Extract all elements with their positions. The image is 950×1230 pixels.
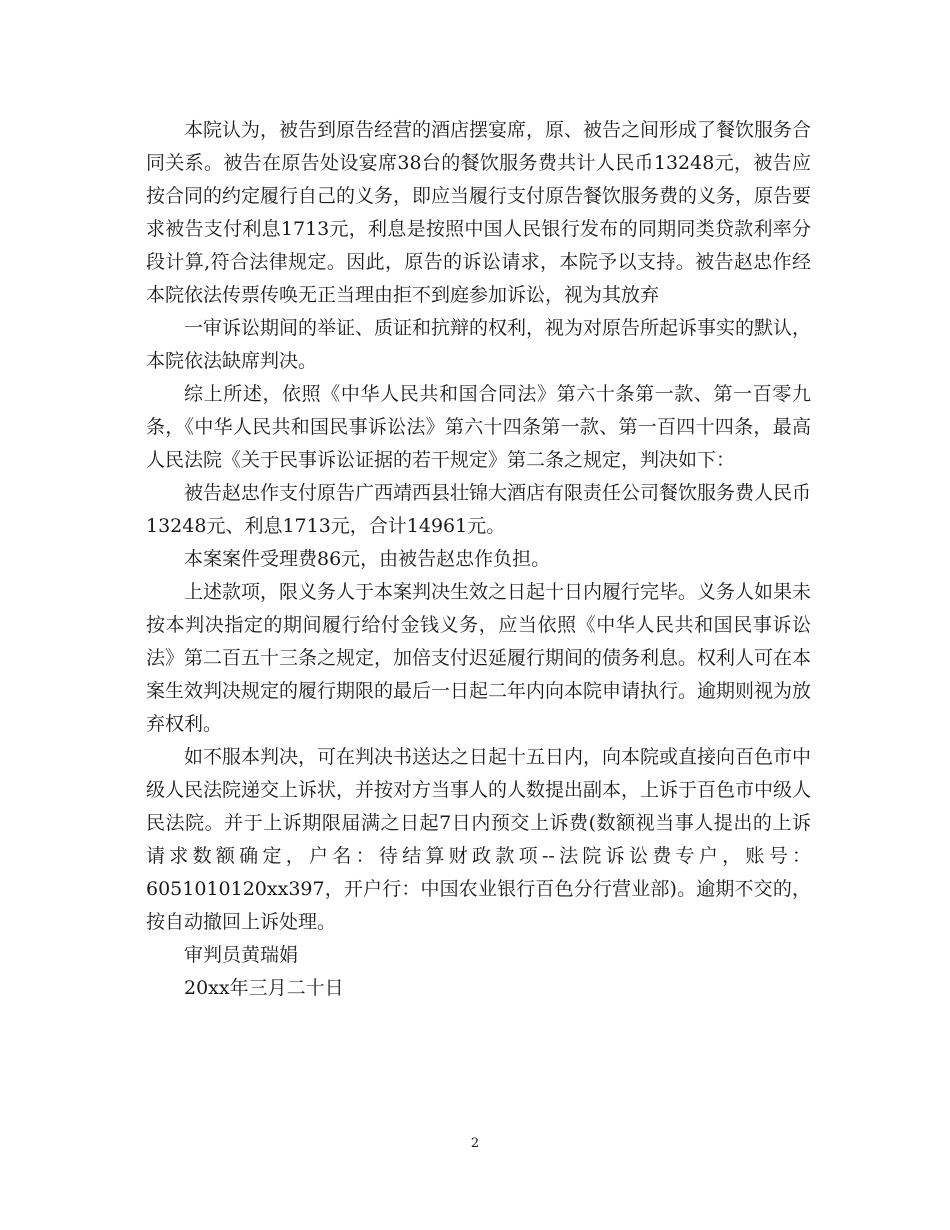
paragraph-judge-signature: 审判员黄瑞娟	[184, 944, 299, 966]
paragraph-court-opinion: 本院认为，被告到原告经营的酒店摆宴席，原、被告之间形成了餐饮服务合同关系。被告在原告处设宴席38台的餐饮服务费共计人民币13248元，被告应按合同的约定履行自己的义务，即应当履行支付原告餐饮服务费的义务，原告要求被告支付利息1713元，利息是按照中国人民银行发布的同期同类贷款利率分段计算,符合法律规定。因此，原告的诉讼请求，本院予以支持。被告赵忠作经本院依法传票传唤无正当理由拒不到庭参加诉讼，视为其放弃	[146, 119, 812, 306]
paragraph-appeal-notice: 如不服本判决，可在判决书送达之日起十五日内，向本院或直接向百色市中级人民法院递交上诉状，并按对方当事人的人数提出副本，上诉于百色市中级人民法院。并于上诉期限届满之日起7日内预交上诉费(数额视当事人提出的上诉请求数额确定，户名：待结算财政款项--法院诉讼费专户，账号：6051010120xx397，开户行：中国农业银行百色分行营业部)。逾期不交的，按自动撤回上诉处理。	[146, 746, 812, 933]
paragraph-default-judgment: 一审诉讼期间的举证、质证和抗辩的权利，视为对原告所起诉事实的默认，本院依法缺席判决。	[146, 317, 812, 372]
paragraph-judgment-date: 20xx年三月二十日	[184, 977, 344, 999]
document-body	[146, 114, 811, 1005]
paragraph-case-fee: 本案案件受理费86元，由被告赵忠作负担。	[184, 548, 551, 570]
page-number: 2	[470, 1136, 480, 1151]
paragraph-performance-deadline: 上述款项，限义务人于本案判决生效之日起十日内履行完毕。义务人如果未按本判决指定的期间履行给付金钱义务，应当依照《中华人民共和国民事诉讼法》第二百五十三条之规定，加倍支付迟延履行期间的债务利息。权利人可在本案生效判决规定的履行期限的最后一日起二年内向本院申请执行。逾期则视为放弃权利。	[146, 581, 812, 735]
paragraph-legal-basis: 综上所述，依照《中华人民共和国合同法》第六十条第一款、第一百零九条，《中华人民共和国民事诉讼法》第六十四条第一款、第一百四十四条，最高人民法院《关于民事诉讼证据的若干规定》第二条之规定，判决如下：	[146, 383, 811, 471]
paragraph-judgment-payment: 被告赵忠作支付原告广西靖西县壮锦大酒店有限责任公司餐饮服务费人民币13248元、利息1713元，合计14961元。	[146, 482, 812, 537]
